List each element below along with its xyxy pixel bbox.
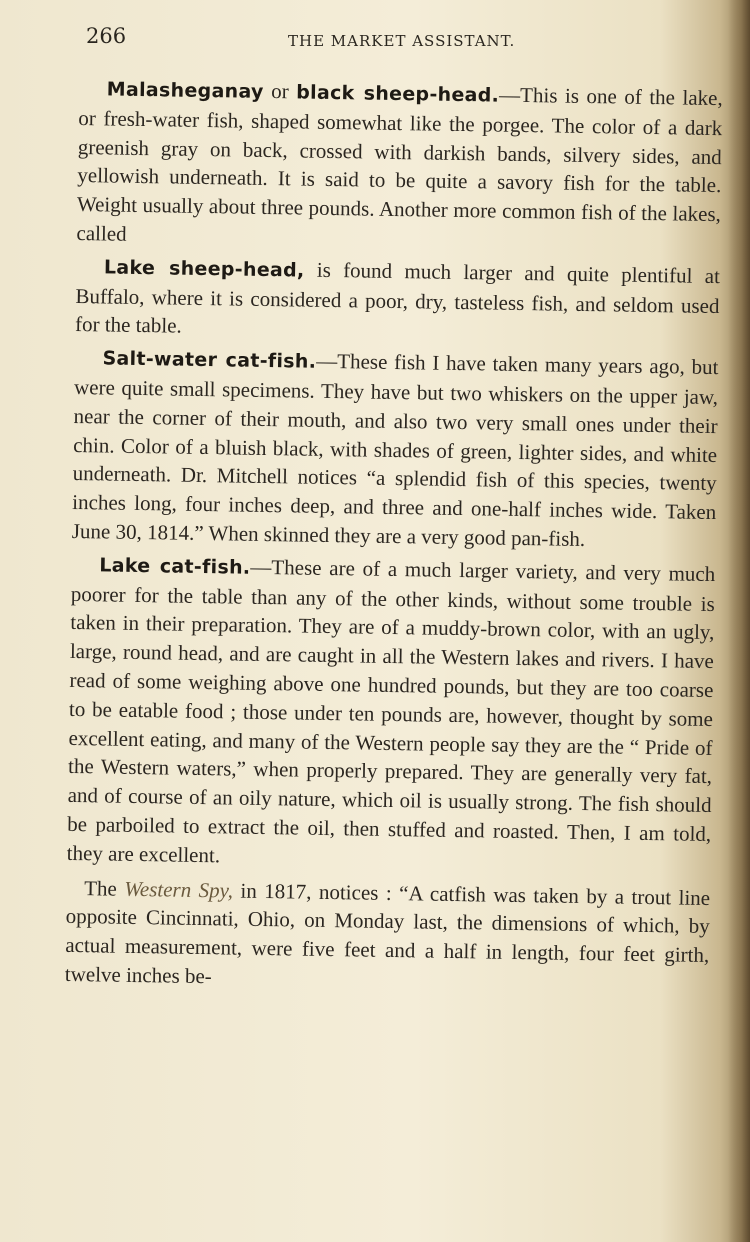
entry-term: Malasheganay	[106, 78, 264, 103]
term-joiner: or	[263, 78, 297, 104]
entry-term: Lake sheep-head,	[103, 256, 305, 282]
body-text	[65, 74, 723, 1003]
paragraph-salt-water-cat-fish	[72, 343, 719, 556]
entry-body: in 1817, notices : “A catfish was taken by a trout line opposite Cincinnati, Ohio, on Monday last, the dimensions of which, by actual measurement, were five feet and a half in length, four feet girth, twelve inches be-	[64, 878, 711, 989]
entry-body: —This is one of the lake, or fresh-water fish, shaped somewhat like the porgee. The color of a dark greenish gray on back, crossed with darkish bands, silvery sides, and yellowish underneath. It is said to be quite a savory fish for the table. Weight usually about three pounds. Another more common fish of the lakes, called	[76, 82, 723, 246]
publication-title: Western Spy,	[124, 876, 234, 903]
entry-body: is found much larger and quite plentiful at Buffalo, where it is considered a poor, dry, tasteless fish, and seldom used for the table.	[74, 257, 721, 339]
entry-body: —These are of a much larger variety, and very much poorer for the table than any of the other kinds, without some trouble is taken in their preparation. They are of a muddy-brown color, with an ugly, large, round head, and are caught in all the Western lakes and rivers. I have read of some weighing above one hundred pounds, but they are too coarse to be eatable food ; those under ten pounds are, however, thought by some excellent eating, and many of the Western people say they are the “ Pride of the Western waters,” when properly prepared. They are generally very fat, and of course of an oily nature, which oil is usually strong. The fish should be parboiled to extract the oil, then stuffed and roasted. Then, I am told, they are excellent.	[66, 554, 716, 868]
entry-lead: The	[84, 875, 125, 901]
paragraph-malasheganay	[76, 74, 723, 258]
paragraph-western-spy	[65, 873, 711, 998]
page-edge-shadow	[728, 0, 750, 1242]
entry-body: —These fish I have taken many years ago, but were quite small specimens. They have but two whiskers on the upper jaw, near the corner of their mouth, and also two very small ones under their chin. Color of a bluish black, with shades of green, lighter sides, and white underneath. Dr. Mitchell notices “a splendid fish of this species, twenty inches long, four inches deep, and three and one-half inches wide. Taken June 30, 1814.” When skinned they are a very good pan-fish.	[71, 348, 719, 551]
paragraph-lake-sheep-head	[75, 252, 720, 349]
running-title: THE MARKET ASSISTANT.	[288, 32, 516, 50]
page-number: 266	[86, 24, 127, 48]
page-header	[86, 24, 646, 54]
entry-term: Lake cat-fish.	[99, 554, 251, 579]
paragraph-lake-cat-fish	[67, 550, 716, 878]
entry-term-alt: black sheep-head.	[296, 81, 500, 107]
entry-term: Salt-water cat-fish.	[102, 347, 317, 373]
